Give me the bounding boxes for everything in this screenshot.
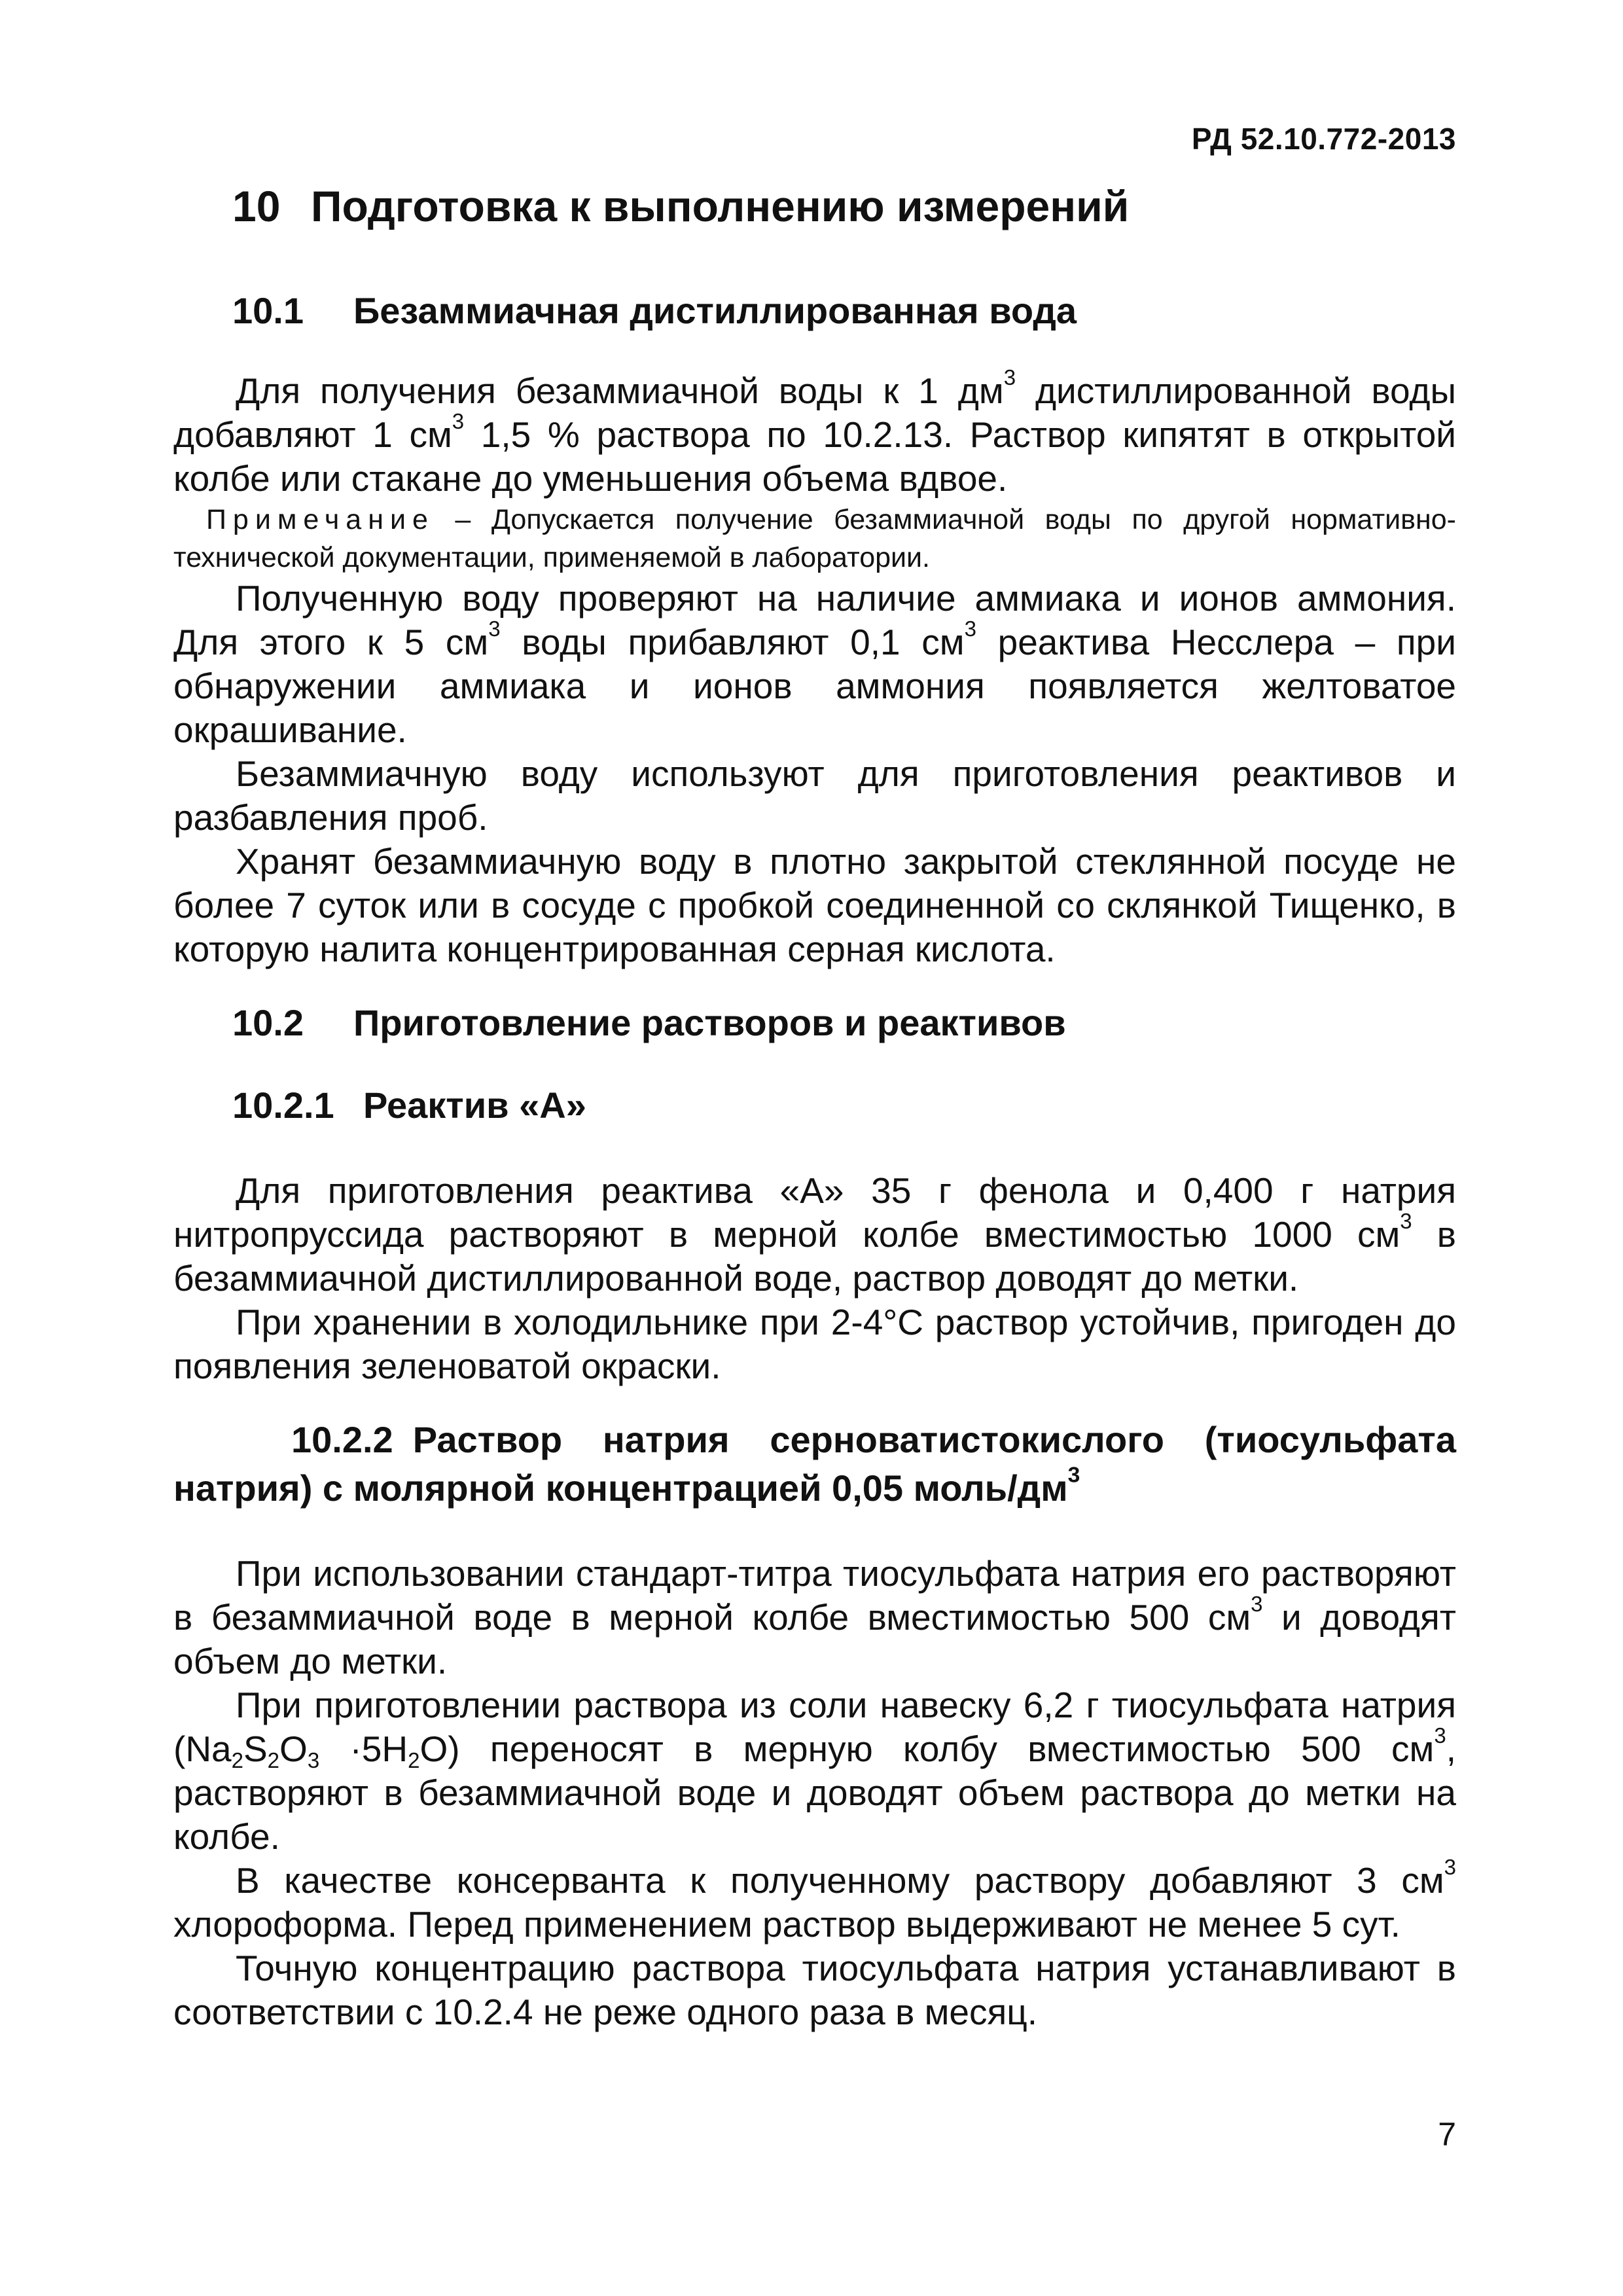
subscript: 3 [307, 1748, 320, 1772]
paragraph: Для получения безаммиачной воды к 1 $дм^3$ дистиллированной воды добавляют 1 $см^3$ 1,5 % раствора по 10.2.13. Раствор кипятят в открытой колбе или стакане до уменьшения объема вдвое. [173, 365, 1457, 499]
subsection-10-2-2-heading [173, 1416, 1456, 1513]
superscript: 3 [1434, 1723, 1446, 1748]
paragraph: При использовании стандарт-титра тиосульфата натрия его растворяют в безаммиачной воде в мерной колбе вместимостью 500 $см^3$ и доводят объем до метки. [173, 1553, 1456, 1681]
paragraph: Хранят безаммиачную воду в плотно закрытой стеклянной посуде не более 7 суток или в сосуде с пробкой соединенной со склянкой Тищенко, в которую налита концентрированная серная кислота. [173, 841, 1456, 969]
subsection-title: Реактив «А» [363, 1085, 586, 1126]
subsection-number: 10.2.2 [291, 1419, 393, 1460]
section-number: 10 [232, 182, 281, 230]
superscript: 3 [1400, 1208, 1412, 1233]
paragraph: При приготовлении раствора из соли навеску 6,2 г тиосульфата натрия $(Na_2S_2O_3 \cdot 5H_2O)$ переносят в мерную колбу вместимостью 500 $см^3$, растворяют в безаммиачной воде и доводят объем раствора до метки на колбе. [173, 1685, 1456, 1857]
paragraph: Точную концентрацию раствора тиосульфата натрия устанавливают в соответствии с 10.2.4 не реже одного раза в месяц. [173, 1948, 1456, 2032]
subsection-title: Безаммиачная дистиллированная вода [353, 290, 1077, 331]
superscript: 3 [1003, 365, 1016, 389]
subscript: 2 [408, 1748, 420, 1772]
superscript: 3 [1067, 1463, 1080, 1488]
superscript: 3 [964, 616, 976, 641]
subsection-number: 10.2 [232, 1002, 304, 1043]
note-label: Примечание [206, 504, 435, 535]
subsection-title: Раствор натрия серноватистокислого (тиосульфата натрия) с молярной концентрацией 0,05 моль/дм [173, 1419, 1456, 1509]
subscript: 2 [267, 1748, 280, 1772]
document-code: РД 52.10.772-2013 [1191, 122, 1456, 156]
section-10-heading [173, 177, 1456, 236]
paragraph: Безаммиачную воду используют для приготовления реактивов и разбавления проб. [173, 753, 1456, 838]
subsection-number: 10.1 [232, 290, 304, 331]
subsection-title: Приготовление растворов и реактивов [353, 1002, 1066, 1043]
superscript: 3 [452, 408, 465, 433]
paragraph: Для приготовления реактива «А» 35 г фенола и 0,400 г натрия нитропруссида растворяют в мерной колбе вместимостью 1000 $см^3$ в безаммиачной дистиллированной воде, раствор доводят до метки. [173, 1170, 1457, 1299]
subsection-number: 10.2.1 [232, 1085, 334, 1126]
subsection-10-2-heading [173, 999, 1456, 1047]
subsection-10-1-heading [173, 287, 1456, 335]
superscript: 3 [1251, 1591, 1263, 1616]
note-paragraph [173, 501, 1456, 577]
page-number: 7 [1438, 2116, 1456, 2153]
subsection-10-2-1-heading [173, 1081, 1456, 1130]
paragraph: Полученную воду проверяют на наличие аммиака и ионов аммония. Для этого к 5 $см^3$ воды прибавляют 0,1 $см^3$ реактива Несслера – при обнаружении аммиака и ионов аммония появляется желтоватое окрашивание. [173, 578, 1456, 750]
superscript: 3 [1444, 1854, 1456, 1879]
superscript: 3 [488, 616, 501, 641]
section-title: Подготовка к выполнению измерений [311, 182, 1130, 230]
paragraph: При хранении в холодильнике при 2-4°С раствор устойчив, пригоден до появления зеленоватой окраски. [173, 1302, 1456, 1386]
subscript: 2 [231, 1748, 243, 1772]
note-text: – Допускается получение безаммиачной воды по другой нормативно-технической документации, применяемой в лаборатории. [173, 504, 1456, 573]
page-content [173, 177, 1456, 2034]
paragraph: В качестве консерванта к полученному раствору добавляют 3 $см^3$ хлороформа. Перед применением раствор выдерживают не менее 5 сут. [173, 1854, 1456, 1945]
